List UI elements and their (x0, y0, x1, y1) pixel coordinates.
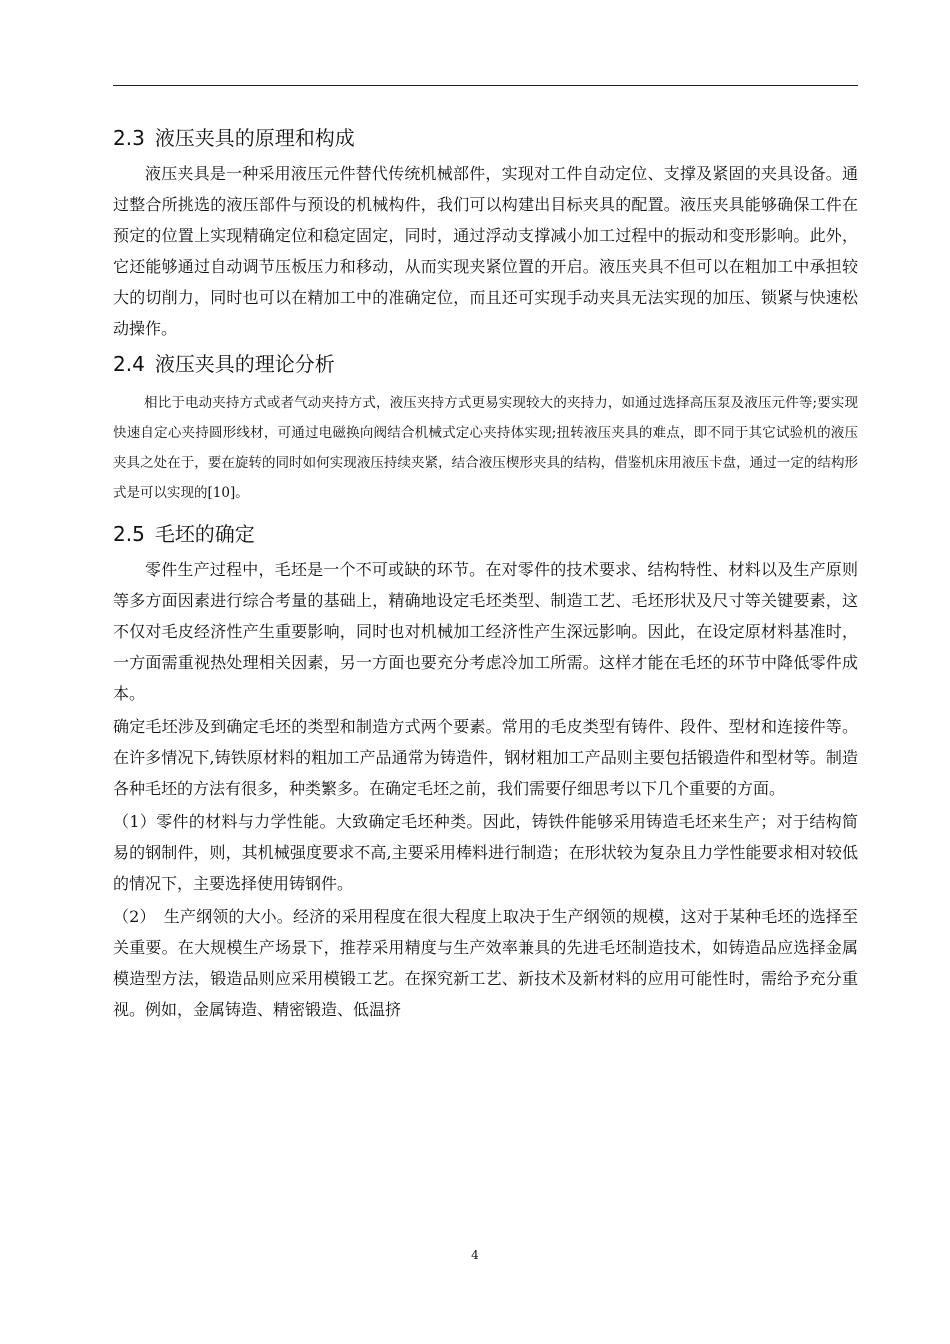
header-rule (113, 85, 858, 86)
paragraph: 确定毛坯涉及到确定毛坯的类型和制造方式两个要素。常用的毛皮类型有铸件、段件、型材和连接件等。在许多情况下,铸铁原材料的粗加工产品通常为铸造件，钢材粗加工产品则主要包括锻造件和型材等。制造各种毛坯的方法有很多，种类繁多。在确定毛坯之前，我们需要仔细思考以下几个重要的方面。 (113, 717, 858, 798)
section-heading-2-5 (113, 514, 858, 554)
section-number: 2.3 (113, 126, 145, 150)
paragraph: 相比于电动夹持方式或者气动夹持方式，液压夹持方式更易实现较大的夹持力，如通过选择高压泵及液压元件等;要实现快速自定心夹持圆形线材，可通过电磁换向阀结合机械式定心夹持体实现;扭转液压夹具的难点，即不同于其它试验机的液压夹具之处在于，要在旋转的同时如何实现液压持续夹紧，结合液压楔形夹具的结构，借鉴机床用液压卡盘，通过一定的结构形式是可以实现的[10]。 (113, 395, 858, 501)
section-number: 2.5 (113, 522, 145, 546)
section-heading-2-3 (113, 118, 858, 158)
section-title: 液压夹具的理论分析 (154, 352, 335, 376)
section-heading-2-4 (113, 344, 858, 384)
paragraph: 液压夹具是一种采用液压元件替代传统机械部件，实现对工件自动定位、支撑及紧固的夹具设备。通过整合所挑选的液压部件与预设的机械构件，我们可以构建出目标夹具的配置。液压夹具能够确保工件在预定的位置上实现精确定位和稳定固定，同时，通过浮动支撑减小加工过程中的振动和变形影响。此外，它还能够通过自动调节压板压力和移动，从而实现夹紧位置的开启。液压夹具不但可以在粗加工中承担较大的切削力，同时也可以在精加工中的准确定位，而且还可实现手动夹具无法实现的加压、锁紧与快速松动操作。 (113, 164, 858, 338)
section-title: 液压夹具的原理和构成 (154, 126, 355, 150)
section-number: 2.4 (113, 352, 145, 376)
page-number: 4 (471, 1248, 479, 1262)
section-title: 毛坯的确定 (154, 522, 255, 546)
paragraph: 零件生产过程中，毛坯是一个不可或缺的环节。在对零件的技术要求、结构特性、材料以及生产原则等多方面因素进行综合考量的基础上，精确地设定毛坯类型、制造工艺、毛坯形状及尺寸等关键要素，这不仅对毛皮经济性产生重要影响，同时也对机械加工经济性产生深远影响。因此，在设定原材料基准时，一方面需重视热处理相关因素，另一方面也要充分考虑冷加工所需。这样才能在毛坯的环节中降低零件成本。 (113, 560, 858, 703)
page-content (113, 118, 858, 1025)
paragraph: （1）零件的材料与力学性能。大致确定毛坯种类。因此，铸铁件能够采用铸造毛坯来生产；对于结构简易的钢制件，则，其机械强度要求不高,主要采用棒料进行制造；在形状较为复杂且力学性能要求相对较低的情况下，主要选择使用铸钢件。 (113, 812, 858, 893)
paragraph: （2） 生产纲领的大小。经济的采用程度在很大程度上取决于生产纲领的规模，这对于某种毛坯的选择至关重要。在大规模生产场景下，推荐采用精度与生产效率兼具的先进毛坯制造技术，如铸造品应选择金属模造型方法，锻造品则应采用模锻工艺。在探究新工艺、新技术及新材料的应用可能性时，需给予充分重视。例如，金属铸造、精密锻造、低温挤 (113, 907, 858, 1019)
